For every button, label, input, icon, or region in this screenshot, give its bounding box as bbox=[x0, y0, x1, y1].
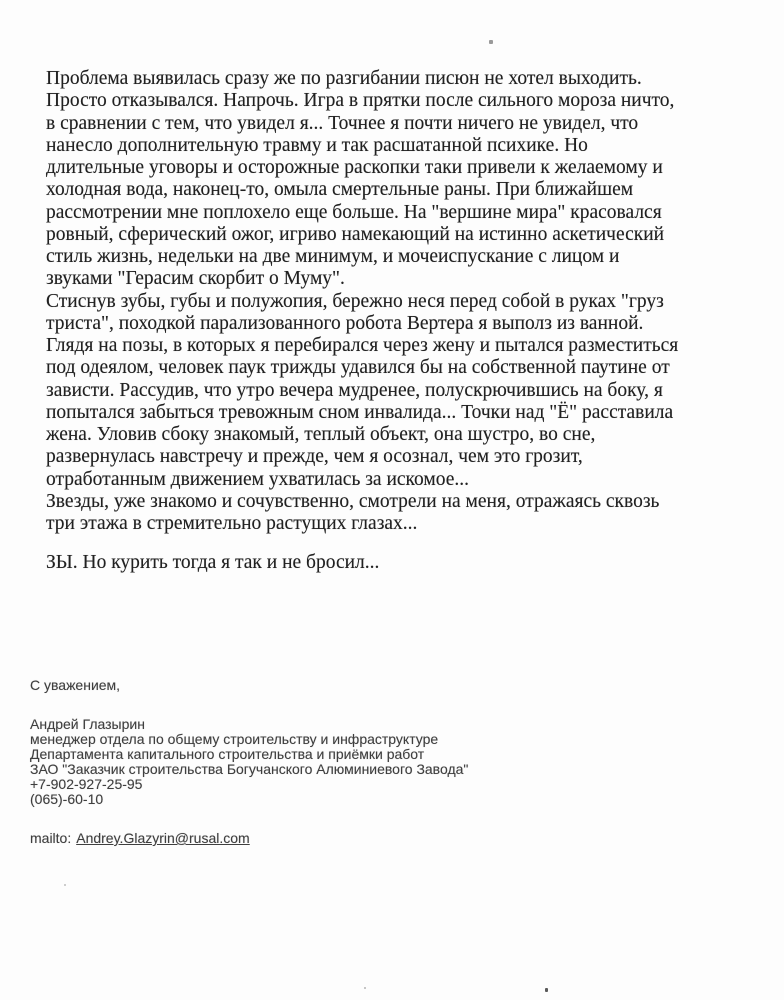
body-line: отработанным движением ухватилась за искомое... bbox=[46, 468, 470, 490]
signature-department: Департамента капитального строительства и приёмки работ bbox=[30, 746, 425, 762]
body-line: рассмотрении мне поплохело еще больше. На "вершине мира" красовался bbox=[46, 201, 662, 223]
signature-phone-internal: (065)-60-10 bbox=[30, 791, 104, 807]
body-line: триста", походкой парализованного робота Вертера я выполз из ванной. bbox=[46, 312, 644, 334]
body-line: три этажа в стремительно растущих глазах... bbox=[46, 513, 418, 534]
mailto-label: mailto: bbox=[30, 830, 72, 846]
body-line: Глядя на позы, в которых я перебирался через жену и пытался разместиться bbox=[46, 335, 679, 356]
signature-company: ЗАО "Заказчик строительства Богучанского Алюминиевого Завода" bbox=[30, 761, 469, 777]
body-line: Звезды, уже знакомо и сочувственно, смотрели на меня, отражаясь сквозь bbox=[46, 490, 660, 512]
body-line: Стиснув зубы, губы и полужопия, бережно неся перед собой в руках "груз bbox=[46, 290, 664, 312]
email-row bbox=[30, 831, 630, 846]
body-line: попытался забыться тревожным сном инвалида... Точки над "Ё" расставила bbox=[46, 401, 674, 423]
signature-phone-mobile: +7-902-927-25-95 bbox=[30, 776, 143, 792]
body-line: жена. Уловив сбоку знакомый, теплый объект, она шустро, во сне, bbox=[46, 424, 596, 445]
body-line: Проблема выявилась сразу же по разгибании писюн не хотел выходить. bbox=[46, 68, 642, 89]
body-line: длительные уговоры и осторожные раскопки таки привели к желаемому и bbox=[46, 157, 663, 178]
body-line: нанесло дополнительную травму и так расшатанной психике. Но bbox=[46, 134, 588, 156]
signature-block bbox=[30, 678, 630, 846]
signature-salutation: С уважением, bbox=[30, 677, 121, 693]
body-line: ровный, сферический ожог, игриво намекающий на истинно аскетический bbox=[46, 223, 665, 245]
body-line: развернулась навстречу и прежде, чем я осознал, чем это грозит, bbox=[46, 446, 583, 468]
email-link[interactable]: Andrey.Glazyrin@rusal.com bbox=[76, 830, 250, 846]
signature-name: Андрей Глазырин bbox=[30, 716, 145, 732]
body-line: зависти. Рассудив, что утро вечера мудренее, полускрючившись на боку, я bbox=[46, 379, 663, 401]
body-line: Просто отказывался. Напрочь. Игра в прятки после сильного мороза ничто, bbox=[46, 90, 675, 112]
scan-speck bbox=[364, 987, 366, 989]
body-line: под одеялом, человек паук трижды удавился бы на собственной паутине от bbox=[46, 357, 670, 379]
scan-speck bbox=[489, 40, 493, 44]
letter-body bbox=[46, 68, 752, 575]
signature-role: менеджер отдела по общему строительству и инфраструктуре bbox=[30, 731, 439, 747]
postscript-line: ЗЫ. Но курить тогда я так и не бросил... bbox=[46, 552, 380, 574]
scan-speck bbox=[545, 988, 548, 992]
body-line: холодная вода, наконец-то, омыла смертельные раны. При ближайшем bbox=[46, 179, 634, 201]
body-line: звуками "Герасим скорбит о Муму". bbox=[46, 268, 345, 290]
body-line: в сравнении с тем, что увидел я... Точнее я почти ничего не увидел, что bbox=[46, 112, 639, 134]
scan-speck bbox=[64, 884, 66, 886]
body-line: стиль жизнь, недельки на две минимум, и мочеиспускание с лицом и bbox=[46, 246, 620, 267]
